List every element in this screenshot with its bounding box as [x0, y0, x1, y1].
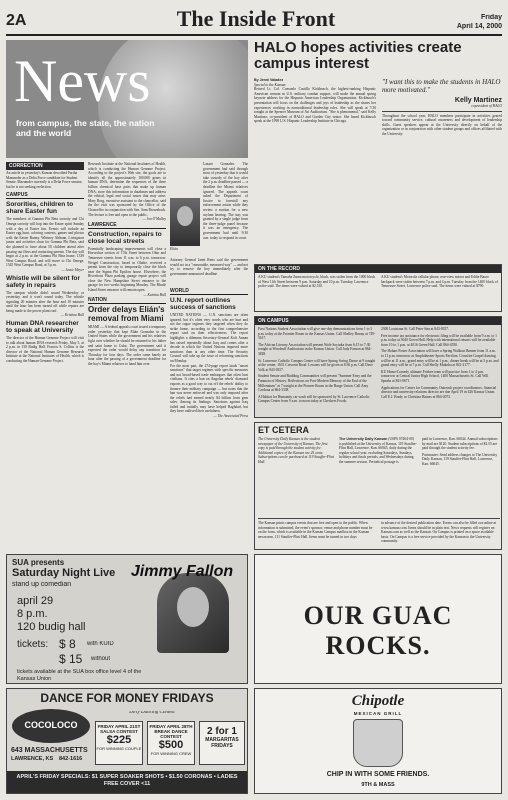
sua-kuid: with KUID	[87, 641, 114, 647]
elian-story-continued: Lazaro Gonzalez. The government had said through most of yesterday that it would take custody of the boy after the 2 p.m. deadline passed — a deadline the Miami relatives ignored. The appeals court asked the Department of Justice to forestall any enforcement action while they review a motion for a new asylum hearing. The stay was granted by a single judge from the three-judge panel because it was an emergency. The government had until 9:30 a.m. today to respond in court.	[203, 162, 248, 240]
story-dna-body: The director of the Human Genome Project will visit to talk about human DNA research Friday, May 5, at 2 p.m. in 130 Budig Hall. Francis S. Collins is the director of the National Human Genome Research Institute at the National Institutes of Health, which is conducting the Human Genome Project.	[6, 336, 84, 364]
on-campus-item-4: Student Senate and Building Communities will present "Summer Envy and the Paranoia of History: Reflections on Post-Modern Memory of the End of the Millennium" at 7 tonight at the Pioneer Room in the Burge Union. Call Amy Cardona at 864-3338.	[258, 374, 372, 393]
on-campus-col-left	[258, 327, 376, 417]
sua-venue: 120 budig hall	[17, 621, 86, 633]
sua-date: april 29	[17, 595, 54, 607]
performer-photo	[157, 573, 229, 653]
et-cetera-footer-left: The Kansan prints campus events that are free and open to the public. When information is submitted, the event's sponsor, venue and phone number must be on the form, which is available in the Kansan Campus mailbox in the Kansan newsroom, 111 Stauffer-Flint Hall. Items must be turned in two days	[258, 521, 373, 539]
et-cetera-col-2-text: (USPS 07404-00) is published at the University of Kansas, 119 Stauffer-Flint Hall, Lawrence, Kan. 66045, daily during the regular school year, excluding Saturdays, Sundays, holidays and finals periods, and Wednesdays during the summer session. Periodical postage is	[339, 437, 417, 464]
coco-box-break	[147, 721, 195, 765]
world-block	[170, 288, 248, 550]
coco-small: Dirty Dancing Contest	[129, 711, 175, 715]
et-cetera-col-2-title: The University Daily Kansan	[339, 437, 388, 441]
elian-world-column	[170, 162, 248, 550]
et-cetera	[254, 422, 502, 550]
on-record-item-1: A KU student's Yamaha Zuma motorcycle, black, was stolen from the 1000 block of West 11th Street between 9 p.m. Saturday and 10 p.m. Tuesday, Lawrence police said. The items were valued at $2,510.	[258, 275, 376, 289]
on-campus-item-3: St. Lawrence Catholic Campus Center will have Spring Swing Dance at 9 tonight at the center, 1631 Crescent Road. Lessons will be given at 8:30 p.m. Call Dave Volk at 843-0357.	[258, 358, 376, 372]
sua-price-2: $ 15	[59, 652, 83, 666]
elian-caption: Elián	[170, 247, 178, 251]
halo-headline: HALO hopes activities create campus interest	[254, 40, 462, 72]
story-sanctions-head: U.N. report outlines success of sanctions	[170, 297, 236, 311]
chipotle-ad	[254, 688, 502, 794]
halo-quote-name: Kelly Martinez	[454, 97, 502, 104]
halo-pull-quote: "I want this to make the students in HALO more motivated."	[382, 78, 501, 94]
halo-quote-role: copresident of HALO	[382, 104, 502, 112]
on-campus-item-6: 2300 Louisiana St. Call Peter Sim at 843-0357.	[381, 327, 449, 331]
coco-box-1-top: FRIDAY APRIL 21ST	[97, 724, 141, 729]
coco-box-3-price: 2 for 1	[206, 726, 237, 737]
issue-day: Friday	[480, 14, 502, 21]
coco-box-2-note: FOR WINNING CREW	[150, 751, 192, 756]
story-elian-head: Order delays Elián's removal from Miami	[88, 305, 165, 323]
chip-bag-graphic	[353, 719, 403, 767]
story-whistle-head: Whistle will be silent for safety in repairs	[6, 274, 81, 289]
sua-org: SUA presents	[12, 558, 65, 567]
sua-sub: stand up comedian	[12, 581, 72, 588]
coco-headline: DANCE FOR MONEY FRIDAYS	[40, 691, 214, 705]
story-dna-head: Human DNA researcher to speak at University	[6, 320, 79, 335]
coco-venue: COCOLOCO	[24, 720, 78, 730]
elian-story-continued-2: Attorney General Janet Reno said the government would act in a "reasonable, measured way" — and not try to remove the boy immediately after the government-announced deadline.	[170, 258, 248, 276]
on-campus-col-right	[381, 327, 499, 417]
world-label: WORLD	[170, 288, 248, 295]
coco-box-3-sub: MARGARITAS	[205, 737, 239, 743]
story-dna-credit: — Jon O'Malley	[142, 217, 166, 222]
halo-left-col	[254, 78, 376, 258]
sua-time: 8 p.m.	[17, 608, 48, 620]
coco-box-3-day: FRIDAYS	[211, 743, 233, 749]
correction-label: CORRECTION	[6, 162, 84, 170]
middle-column	[88, 162, 166, 550]
et-cetera-col-1: The University Daily Kansan is the student newspaper of the University of Kansas. The first copy is paid through the student activity fee. Additional copies of the Kansan are 25 cents. Subscriptions can be purchased at 119 Stauffer-Flint Hall.	[258, 437, 334, 464]
elian-photo-face	[177, 206, 193, 226]
on-record-item-2: A KU student's Motorola cellular phone, rear-view mirror and Eddie Bauer backpack were stolen between 7 p.m. and 4 p.m. Tuesday from the 1400 block of Tennessee Street, Lawrence police said. The items were valued at $790.	[381, 275, 498, 289]
halo-body: Retired Lt. Col. Consuelo Castillo Kickbusch, the highest-ranking Hispanic American woman in U.S. military combat support, will make the annual spring keynote address for the Hispanic American Leadership Organization. Kickbusch's presentation will focus on the challenges and joys of leadership as she shares her experiences working in nontraditional leadership roles. She will speak at 7:30 tonight at the Spencer Museum of Art Auditorium. "She is phenomenal," said Kelly Martinez, co-president of HALO and Garden City senior. She heard Kickbusch speak at the 1998 U.S. Hispanic Leadership Institute in Chicago.	[254, 87, 376, 124]
issue-date: April 14, 2000	[456, 23, 502, 30]
coco-phone: 842-1616	[59, 756, 83, 762]
on-campus-item-9: KU Home/Comedy ultimate Frisbee team will practice from 1 to 4 p.m. tomorrow at Central Junior High School, 1400 Massachusetts St. Call Will Speaks at 841-0671.	[381, 369, 489, 383]
halo-right-col	[382, 78, 502, 258]
correction-text: An article in yesterday's Kansan described Partha Mazumder as a Delta Force candidate for Student Senate. Mazumder currently is a Delta Force senator, but he is not seeking reelection.	[6, 171, 83, 189]
et-cetera-divider	[258, 518, 500, 519]
et-cetera-label: ET CETERA	[258, 425, 310, 435]
coco-city: LAWRENCE, KS	[11, 756, 54, 762]
on-the-record	[254, 264, 502, 312]
coco-box-2-sub: BREAK DANCE CONTEST	[154, 729, 188, 739]
sua-footer: tickets available at the SUA box office level 4 of the Kansas Union	[17, 669, 142, 682]
et-cetera-col-2	[339, 437, 417, 517]
on-campus-item-10: Applications for Center for Community Outreach project coordinators, financial director and university relations director are due April 19 in 426 Kansas Union. Call E.J. Brady or Christina Haines at 864-4073.	[381, 385, 497, 399]
lawrence-label: LAWRENCE	[88, 222, 166, 229]
story-sororities-credit: — Jessie Meyer	[61, 267, 84, 272]
et-cetera-col-3-postmaster: Postmaster: Send address changes to The University Daily Kansan, 119 Stauffer-Flint Hall, Lawrence, Kan. 66045.	[422, 452, 498, 466]
story-sororities-head: Sororities, children to share Easter fun	[6, 201, 74, 216]
news-banner	[6, 40, 248, 158]
story-streets-credit: — Katrina Hull	[143, 292, 166, 297]
story-dna-continued: Research Institute at the National Institutes of Health, which is conducting the Human Genome Project. According to the project's Web site, the goals are to identify all the approximately 100,000 genes in human DNA, determine the sequences of the three billion chemical base pairs that make up human DNA, store this information in databases and address the ethical, legal and social issues that may arise. Mary Borg, executive assistant to the chancellor, said the the visit was sponsored by the Office of the Chancellor in conjunction with Sen. Sam Brownback. The lecture is free and open to the public.	[88, 162, 166, 217]
on-record-label: ON THE RECORD	[255, 265, 501, 273]
coco-box-2-top: FRIDAY APRIL 28TH	[149, 724, 193, 729]
chipotle-line-1: CHIP IN WITH SOME FRIENDS.	[326, 771, 430, 778]
et-cetera-footer-right: in advance of the desired publication date. Forms can also be filled out online at www.kansan.com. Items should be in plain text. News requests will register on Kansan.com as well as the Kansan. On Campus is printed on a space available basis. On Campus is a free service provided by the Kansan to the University community.	[381, 521, 497, 544]
cocoloco-ad	[6, 688, 248, 794]
coco-box-2-price: $500	[158, 739, 184, 751]
on-campus-item-5: A Habitat for Humanity car wash will be sponsored by St. Lawrence Catholic Campus Center from 9 a.m. to noon today at Checkers Foods.	[258, 394, 370, 404]
sua-without: without	[91, 656, 111, 662]
masthead	[6, 6, 502, 36]
story-sanctions-body: UNITED NATIONS — U.N. sanctions are often ignored, but it's often very words who are hurt and not the rogue regimes they targeted when they do strike home, according to the first comprehensive report card on their effectiveness. The report highlights a dilemma Secretary-General Kofi Annan has raised repeatedly about Iraq and comes after a decade in which the United Nations imposed more sanctions than at any other time. The Security Council will take up the issue of reforming sanctions on Monday.	[170, 313, 248, 363]
story-whistle-credit: — Kristina Hull	[60, 313, 84, 318]
et-cetera-col-3	[422, 437, 500, 517]
story-elian-body: MIAMI — A federal appeals court issued a temporary order yesterday that kept Elián Gonzalez in the United States while the government and his relatives fight over whether he should be returned to his father and saint home to Cuba. The government said it expected the order would delay any transition for Thursday for four days. The order came barely an hour after the passing of a government deadline for the boy's Miami relatives to hand him over.	[88, 325, 166, 366]
on-campus-item-7: Free income tax assistance for electronic filing will be available from 9 a.m. to 1 p.m. today at 3040 Green Hall. Help with international returns will be available from 10 to 1 p.m. at 4016 Green Hall. Call 864-4550.	[381, 333, 497, 347]
page-title: The Inside Front	[176, 6, 336, 31]
sua-event: Saturday Night Live	[12, 567, 116, 579]
halo-byline: By Jenni Valadez	[254, 78, 284, 82]
on-campus-item-2: The African Literary Association will present Wole Soyinka from 6:15 to 7:30 tonight at Woodruff Auditorium in the Kansas Union. Call Judy Fanson at 864-3828.	[258, 342, 372, 356]
news-subtitle: from campus, the state, the nation and the world	[16, 118, 155, 138]
story-streets-head: Construction, repairs to close local streets	[88, 230, 162, 245]
halo-quote-body: Throughout the school year, HALO members participate in activities geared toward community service, cultural awareness and development of leadership skills. Guest speakers appear at the University directly on behalf of the organization or in conjunction with other student groups and offices affiliated with the University.	[382, 113, 502, 136]
on-campus	[254, 316, 502, 418]
story-sanctions-body-2: For the most part, the 274-page report lauds "smart sanctions" that target regimes with specific measures and not broad-based trade embargoes that often hurt civilians. It cites a ban on Angolan rebels' diamond exports as a good way to cut off the rebels' ability to finance their military campaign — but notes that the ban was never enforced and was only imposed after the rebels had earned nearly $4 billion from gem sales. Among its findings: Sanctions against Iraq failed and initially may have helped Baghdad, but they have outlived their usefulness.	[170, 363, 248, 414]
on-campus-item-1: First Nations Student Association will give one-day demonstrations from 1 to 3 p.m. today at the Frontier Room in the Kansas Union. Call Shelley Bunny at 749-5617.	[258, 327, 376, 341]
halo-byline-role: Special to the Kansan	[254, 82, 286, 87]
nation-label: NATION	[88, 297, 166, 304]
halo-story	[254, 40, 502, 260]
chipotle-tagline: MEXICAN GRILL	[353, 711, 403, 716]
sua-ad	[6, 554, 248, 684]
coco-box-salsa	[95, 721, 143, 765]
page-number: 2A	[6, 12, 27, 29]
guac-ad	[254, 554, 502, 684]
coco-box-margaritas	[199, 721, 245, 765]
coco-logo	[12, 709, 90, 743]
coco-box-1-note: FOR WINNING COUPLE	[96, 746, 142, 751]
elian-photo	[170, 198, 200, 246]
campus-label: CAMPUS	[6, 192, 84, 199]
performer-photo-face	[177, 587, 209, 627]
sua-tickets-label: tickets:	[17, 639, 49, 650]
performer-name: Jimmy Fallon	[130, 563, 234, 580]
coco-box-1-sub: SALSA CONTEST	[100, 729, 138, 734]
story-sororities-body: The members of Gamma Phi Beta sorority and Chi Omega sorority will hop into the Easter spirit Sunday with a day of Easter fun. Events will include an Easter egg hunt, coloring contests, games and photos with the Easter Bunny. Whitney Ahlman, Livingston junior and activities chair for Gamma Phi Beta, said she planned to have about 50 children attend after passing out fliers and contacting parents. The day will begin at 2 p.m. at the Gamma Phi Beta house, 1339 West Campus Road, and will move to Chi Omega, 1345 West Campus Road, at 3 p.m.	[6, 217, 84, 268]
guac-ad-text: OUR GUAC ROCKS.	[303, 601, 453, 660]
coco-box-1-price: $225	[106, 734, 132, 746]
news-title: News	[14, 48, 151, 114]
chipotle-line-2: 9TH & MASS	[361, 782, 395, 788]
coco-footer: APRIL'S FRIDAY SPECIALS: $1 SUPER SOAKER SHOTS • $1.50 CORONAS • LADIES FREE COVER <11	[7, 771, 247, 793]
on-campus-item-8: The Hobart Foster Association will have a Spring Walkout Banner from 11 a.m. to 11 p.m. tomorrow at Amphitheater Sports Pavilion. Crossfire Gospel dancing will be at 11 a.m., grand entry will be at 1 p.m., dinner break will be at 5 p.m. and grand entry will be at 7 p.m. Call Shelly Mukoba at 841-2177.	[381, 349, 499, 368]
story-whistle-body: The campus whistle didn't sound Wednesday or yesterday, and it won't sound today. The whistle signaling 20 minutes after the hour and 10 minutes until the hour has been turned off while repairs are being made to the power plant roof.	[6, 290, 84, 313]
on-campus-label: ON CAMPUS	[255, 317, 501, 325]
et-cetera-col-3-text: paid in Lawrence, Kan. 66044. Annual subscriptions by mail are $120. Student subscriptions of $2.55 are paid through the student activity fee.	[422, 437, 498, 451]
left-column	[6, 162, 84, 550]
story-streets-body: Potentially landscaping improvements will close a Horseshoe section of 17th Street between Ohio and Tennessee streets from 11 a.m. to 6 p.m. tomorrow. Weigel Construction, based in Olathe, received a permit from the city to temporarily close the block near the Sigma Phi Epsilon house. Elsewhere, the Riverfront Plaza parking garage repair project will close the New Hampshire Street entrance to the garage for two weeks beginning Monday. The Rhode Island Street entrance will remain open.	[88, 246, 166, 293]
coco-address: 643 MASSACHUSETTS	[11, 747, 88, 754]
sua-price-1: $ 8	[59, 637, 76, 651]
story-sanctions-credit: — The Associated Press	[213, 414, 248, 419]
chipotle-brand: Chipotle	[351, 693, 405, 709]
